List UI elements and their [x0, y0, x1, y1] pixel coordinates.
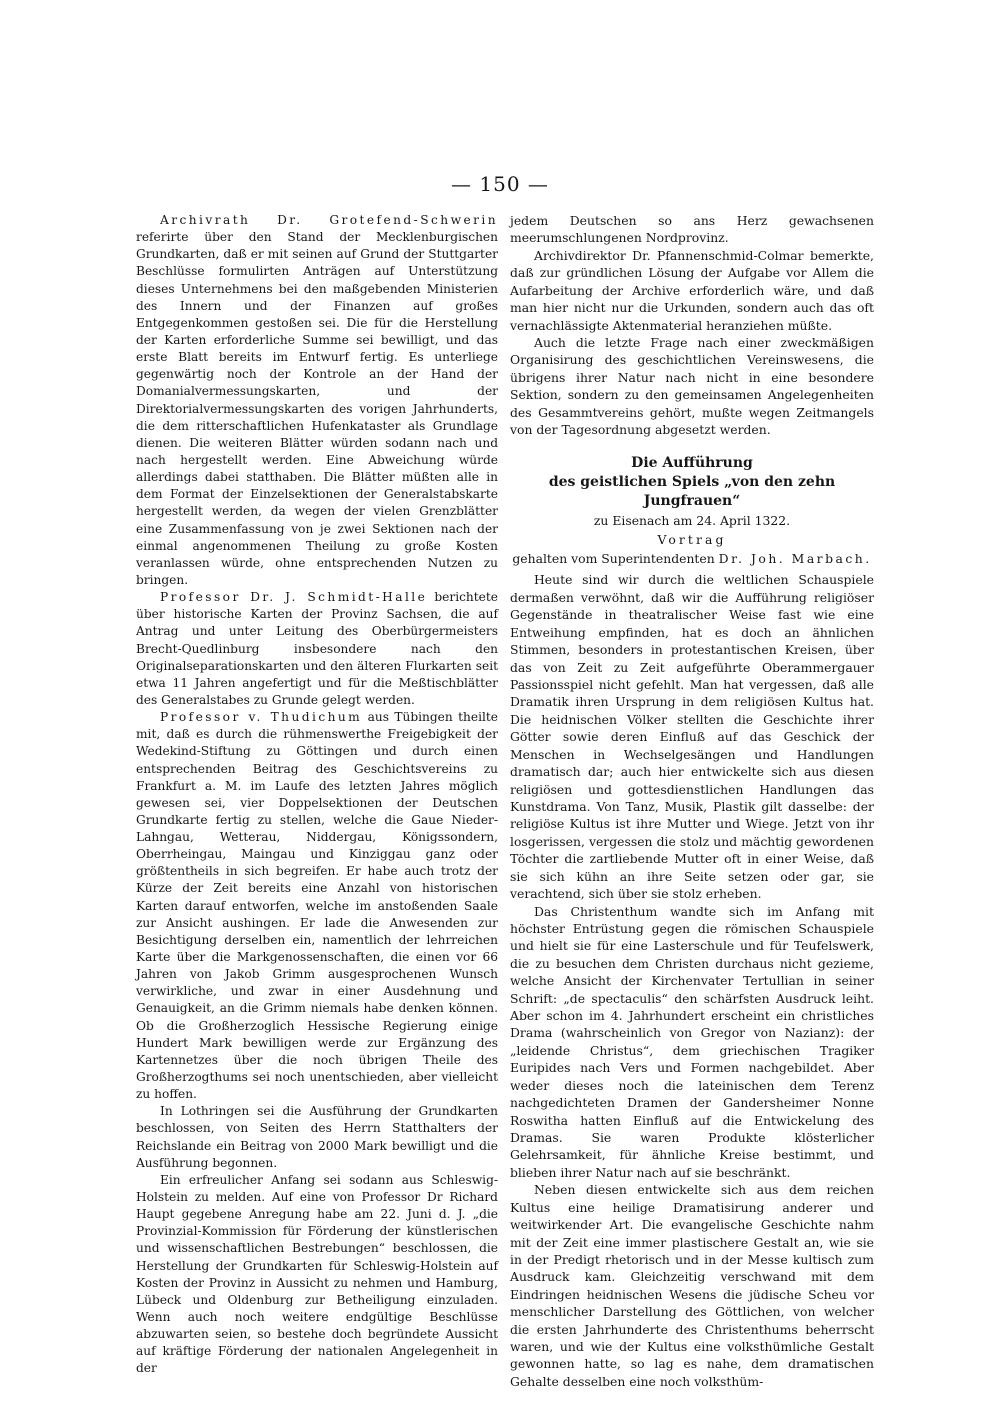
speaker-name: Archivrath Dr. Grotefend-Schwerin: [160, 213, 498, 227]
paragraph-vereinswesen: Auch die letzte Frage nach einer zweckmäßigen Organisirung des geschichtlichen Vereinswesens, die übrigens ihrer Natur nach nicht in eine besondere Sektion, sondern zu den gemeinsamen Angelegenheiten des Gesammtvereins gehört, mußte wegen Zeitmangels von der Tagesordnung abgesetzt werden.: [510, 334, 874, 438]
paragraph-schmidt: [136, 589, 498, 709]
paragraph-grotefend: [136, 212, 498, 589]
paragraph-christenthum: Das Christenthum wandte sich im Anfang mit höchster Entrüstung gegen die römischen Schauspiele und hielt sie für eine Lasterschule und für Teufelswerk, die zu besuchen dem Christen durchaus nicht gezieme, welche Ansicht der Kirchenvater Tertullian in seiner Schrift: „de spectaculis“ den schärfsten Ausdruck leiht. Aber schon im 4. Jahrhundert erscheint ein christliches Drama (wahrscheinlich von Gregor von Nazianz): der „leidende Christus“, dem griechischen Tragiker Euripides nach Vers und Formen nachgebildet. Aber weder dieses noch die lateinischen dem Terenz nachgedichteten Dramen der Gandersheimer Nonne Roswitha hatten Einfluß auf die Entwickelung des Dramas. Sie waren Produkte klösterlicher Gelehrsamkeit, für ähnliche Kreise bestimmt, und blieben ihrer Natur nach auf sie beschränkt.: [510, 903, 874, 1180]
paragraph-text: berichtete über historische Karten der Provinz Sachsen, die auf Antrag und unter Leitung des Oberbürgermeisters Brecht-Quedlinburg insbesondere nach den Originalseparationskarten und den älteren Flurkarten seit etwa 11 Jahren angefertigt und für die Meßtischblätter des Generalstabes zu Grunde gelegt werden.: [136, 590, 498, 707]
speaker-name: Professor v. Thudichum: [160, 710, 363, 725]
paragraph-text: aus Tübingen theilte mit, daß es durch die rühmenswerthe Freigebigkeit der Wedekind-Stiftung zu Göttingen und durch einen entsprechenden Beitrag des Geschichtsvereins zu Frankfurt a. M. im Laufe des letzten Jahres möglich gewesen sei, vier Doppelsektionen der Deutschen Grundkarte fertig zu stellen, welche die Gaue Nieder-Lahngau, Wetterau, Niddergau, Königssondern, Oberrheingau, Maingau und Kinziggau ganz oder größtentheils in sich begreifen. Er habe auch trotz der Kürze der Zeit bereits eine Anzahl von historischen Karten darauf entworfen, welche im anstoßenden Saale zur Ansicht aushingen. Er lade die Anwesenden zur Besichtigung derselben ein, namentlich der lehrreichen Karte über die Markgenossenschaften, die einen vor 66 Jahren von Jakob Grimm ausgesprochenen Wunsch verwirkliche, und zwar in einer Ausdehnung und Genauigkeit, an die Grimm niemals habe denken können. Ob die Großherzoglich Hessische Regierung einige Hundert Mark bewilligen werde zur Ergänzung des Kartennetzes über die noch übrigen Theile des Großherzogthums sei noch unentschieden, aber vielleicht zu hoffen.: [136, 710, 499, 1102]
author-prefix: gehalten vom Superintendenten: [512, 551, 719, 567]
paragraph-pfannenschmid: Archivdirektor Dr. Pfannenschmid-Colmar bemerkte, daß zur gründlichen Lösung der Aufgabe vor Allem die Aufarbeitung der Archive erforderlich wäre, und daß man hier nicht nur die Urkunden, sondern auch das oft vernachlässigte Aktenmaterial heranziehen müßte.: [510, 247, 874, 333]
article-place-date: zu Eisenach am 24. April 1322.: [593, 513, 791, 529]
article-title-line2: des geistlichen Spiels „von den zehn Jungfrauen“: [548, 474, 836, 510]
paragraph-text: referirte über den Stand der Mecklenburgischen Grundkarten, daß er mit seinen auf Grund der Stuttgarter Beschlüsse formulirten Anträgen auf Unterstützung dieses Unternehmens bei den maßgebenden Ministerien des Innern und der Finanzen auf großes Entgegenkommen gestoßen sei. Die für die Herstellung der Karten erforderliche Summe sei bewilligt, und das erste Blatt bereits im Entwurf fertig. Es unterliege gegenwärtig noch der Kontrole an der Hand der Domanialvermessungskarten, und der Direktorialvermessungskarten des vorigen Jahrhunderts, die dem ritterschaftlichen Hufenkataster als Grundlage dienen. Die weiteren Blätter würden sodann nach und nach hergestellt werden. Eine Abweichung würde allerdings dabei statthaben. Die Blätter müßten alle in dem Format der Einzelsektionen der Generalstabskarte hergestellt werden, da wegen der vielen Grenzblätter eine Zusammenfassung von je zwei Sektionen nach der einmal angenommenen Theilung zu große Kosten veranlassen würde, ohne entsprechenden Nutzen zu bringen.: [136, 230, 498, 587]
left-column: [136, 212, 498, 1378]
speaker-name: Professor Dr. J. Schmidt-Halle: [160, 590, 428, 605]
paragraph-thudichum: [136, 709, 498, 1103]
right-column: [510, 212, 874, 1390]
article-vortrag: Vortrag: [657, 532, 727, 548]
paragraph-continuation: jedem Deutschen so ans Herz gewachsenen meerumschlungenen Nordprovinz.: [510, 213, 874, 246]
author-name: Dr. Joh. Marbach.: [718, 551, 872, 567]
article-author: [510, 549, 874, 569]
paragraph-lothringen: In Lothringen sei die Ausführung der Grundkarten beschlossen, von Seiten des Herrn Statthalters der Reichslande ein Beitrag von 2000 Mark bewilligt und die Ausführung begonnen.: [136, 1104, 498, 1170]
paragraph-neben: Neben diesen entwickelte sich aus dem reichen Kultus eine heilige Dramatisirung anderer und weitwirkender Art. Die evangelische Geschichte nahm mit der Zeit eine immer plastischere Gestalt an, wie sie in der Predigt rhetorisch und in der Messe kultisch zum Ausdruck kam. Gleichzeitig verschwand mit dem Eindringen heidnischen Wesens die jüdische Scheu vor menschlicher Darstellung des Göttlichen, von welcher die ersten Jahrhunderte des Christenthums beherrscht waren, und wie der Kultus eine volksthümliche Gestalt gewonnen hatte, so lag es nahe, dem dramatischen Gehalte desselben eine noch volksthüm-: [510, 1182, 874, 1389]
paragraph-heute: Heute sind wir durch die weltlichen Schauspiele dermaßen verwöhnt, daß wir die Aufführung religiöser Gegenstände in theatralischer Weise fast wie eine Entweihung empfinden, hat es doch an ähnlichen Stimmen, besonders in protestantischen Kreisen, über das von Zeit zu Zeit aufgeführte Oberammergauer Passionsspiel nicht gefehlt. Man hat vergessen, daß alle Dramatik ihren Ursprung in dem religiösen Kultus hat. Die heidnischen Völker stellten die Geschichte ihrer Götter sowie deren Einfluß auf das Geschick der Menschen in Wechselgesängen und Handlungen dramatisch dar; auch hier entwickelte sich aus diesen religiösen und gottesdienstlichen Handlungen das Kunstdrama. Von Tanz, Musik, Plastik gilt dasselbe: der religiöse Kultus ist ihre Mutter und Wiege. Jetzt von ihr losgerissen, vergessen die stolz und mächtig gewordenen Töchter die zartliebende Mutter oft in einer Weise, daß sie sich kühn an ihre Seite setzen oder gar, sie verachtend, sich über sie stolz erheben.: [510, 572, 874, 902]
paragraph-schleswig-holstein: Ein erfreulicher Anfang sei sodann aus Schleswig-Holstein zu melden. Auf eine von Professor Dr Richard Haupt gegebene Anregung habe am 22. Juni d. J. „die Provinzial-Kommission für Förderung der künstlerischen und wissenschaftlichen Bestrebungen“ beschlossen, die Herstellung der Grundkarten für Schleswig-Holstein auf Kosten der Provinz in Aussicht zu nehmen und Hamburg, Lübeck und Oldenburg zur Betheiligung einzuladen. Wenn auch noch weitere endgültige Beschlüsse abzuwarten seien, so bestehe doch begründete Aussicht auf kräftige Förderung der nationalen Angelegenheit in der: [136, 1172, 498, 1376]
article-heading: [510, 454, 874, 569]
page-number: — 150 —: [451, 172, 549, 196]
article-title-line1: Die Aufführung: [631, 455, 753, 472]
